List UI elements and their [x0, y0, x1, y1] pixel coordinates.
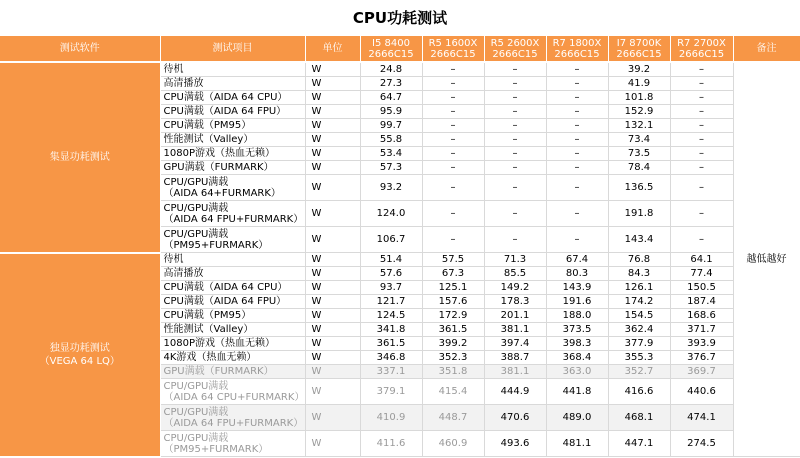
value-cell: 468.1: [608, 405, 670, 431]
value-cell: 381.1: [484, 323, 546, 337]
value-cell: 341.8: [360, 323, 422, 337]
value-cell: 71.3: [484, 253, 546, 267]
value-cell: –: [484, 62, 546, 77]
value-cell: –: [546, 227, 608, 253]
value-cell: –: [546, 133, 608, 147]
unit-cell: W: [305, 295, 360, 309]
value-cell: –: [670, 62, 733, 77]
value-cell: 441.8: [546, 379, 608, 405]
value-cell: 481.1: [546, 431, 608, 457]
item-cell: 1080P游戏（热血无赖）: [160, 147, 305, 161]
value-cell: 460.9: [422, 431, 484, 457]
unit-cell: W: [305, 105, 360, 119]
value-cell: 368.4: [546, 351, 608, 365]
value-cell: 188.0: [546, 309, 608, 323]
unit-cell: W: [305, 365, 360, 379]
unit-cell: W: [305, 405, 360, 431]
value-cell: 143.9: [546, 281, 608, 295]
value-cell: 474.1: [670, 405, 733, 431]
value-cell: 361.5: [360, 337, 422, 351]
value-cell: 371.7: [670, 323, 733, 337]
unit-cell: W: [305, 309, 360, 323]
value-cell: 393.9: [670, 337, 733, 351]
value-cell: 448.7: [422, 405, 484, 431]
item-cell: 待机: [160, 62, 305, 77]
unit-cell: W: [305, 147, 360, 161]
unit-cell: W: [305, 77, 360, 91]
value-cell: –: [670, 147, 733, 161]
item-cell: 性能测试（Valley）: [160, 133, 305, 147]
item-cell: CPU满载（PM95）: [160, 119, 305, 133]
value-cell: 126.1: [608, 281, 670, 295]
value-cell: 201.1: [484, 309, 546, 323]
value-cell: 447.1: [608, 431, 670, 457]
header-unit: 单位: [305, 36, 360, 62]
value-cell: 174.2: [608, 295, 670, 309]
value-cell: –: [546, 161, 608, 175]
software-cell: 集显功耗测试: [0, 62, 160, 253]
header-software: 测试软件: [0, 36, 160, 62]
unit-cell: W: [305, 201, 360, 227]
value-cell: 397.4: [484, 337, 546, 351]
value-cell: –: [422, 147, 484, 161]
table-body: [0, 62, 800, 457]
value-cell: –: [546, 175, 608, 201]
item-cell: 高清播放: [160, 77, 305, 91]
value-cell: 106.7: [360, 227, 422, 253]
value-cell: 346.8: [360, 351, 422, 365]
value-cell: 150.5: [670, 281, 733, 295]
value-cell: –: [546, 91, 608, 105]
item-cell: CPU满载（AIDA 64 CPU）: [160, 91, 305, 105]
value-cell: 363.0: [546, 365, 608, 379]
value-cell: 154.5: [608, 309, 670, 323]
value-cell: 411.6: [360, 431, 422, 457]
value-cell: 352.7: [608, 365, 670, 379]
value-cell: 57.6: [360, 267, 422, 281]
value-cell: 76.8: [608, 253, 670, 267]
value-cell: 57.3: [360, 161, 422, 175]
header-cpu-0: I5 8400 2666C15: [360, 36, 422, 62]
value-cell: 51.4: [360, 253, 422, 267]
value-cell: –: [422, 227, 484, 253]
table-row: [0, 62, 800, 77]
header-cpu-2: R5 2600X 2666C15: [484, 36, 546, 62]
unit-cell: W: [305, 119, 360, 133]
header-cpu-3: R7 1800X 2666C15: [546, 36, 608, 62]
value-cell: 53.4: [360, 147, 422, 161]
unit-cell: W: [305, 267, 360, 281]
unit-cell: W: [305, 431, 360, 457]
value-cell: –: [670, 161, 733, 175]
item-cell: CPU/GPU满载 （PM95+FURMARK）: [160, 431, 305, 457]
unit-cell: W: [305, 175, 360, 201]
value-cell: 157.6: [422, 295, 484, 309]
value-cell: 168.6: [670, 309, 733, 323]
value-cell: 67.3: [422, 267, 484, 281]
value-cell: –: [422, 133, 484, 147]
value-cell: 444.9: [484, 379, 546, 405]
unit-cell: W: [305, 253, 360, 267]
value-cell: –: [484, 147, 546, 161]
value-cell: –: [484, 105, 546, 119]
item-cell: 1080P游戏（热血无赖）: [160, 337, 305, 351]
value-cell: 178.3: [484, 295, 546, 309]
value-cell: –: [546, 105, 608, 119]
value-cell: –: [670, 133, 733, 147]
value-cell: 39.2: [608, 62, 670, 77]
value-cell: 64.7: [360, 91, 422, 105]
item-cell: 4K游戏（热血无赖）: [160, 351, 305, 365]
item-cell: CPU/GPU满载 （AIDA 64+FURMARK）: [160, 175, 305, 201]
value-cell: 27.3: [360, 77, 422, 91]
value-cell: 93.2: [360, 175, 422, 201]
value-cell: 187.4: [670, 295, 733, 309]
value-cell: 95.9: [360, 105, 422, 119]
item-cell: CPU满载（AIDA 64 FPU）: [160, 295, 305, 309]
value-cell: –: [670, 77, 733, 91]
value-cell: 351.8: [422, 365, 484, 379]
unit-cell: W: [305, 91, 360, 105]
value-cell: 57.5: [422, 253, 484, 267]
value-cell: 352.3: [422, 351, 484, 365]
unit-cell: W: [305, 337, 360, 351]
value-cell: 125.1: [422, 281, 484, 295]
value-cell: –: [546, 77, 608, 91]
value-cell: 136.5: [608, 175, 670, 201]
value-cell: 489.0: [546, 405, 608, 431]
value-cell: –: [422, 119, 484, 133]
value-cell: –: [670, 175, 733, 201]
value-cell: –: [546, 201, 608, 227]
value-cell: 398.3: [546, 337, 608, 351]
page-title: CPU功耗测试: [352, 9, 448, 27]
value-cell: –: [484, 91, 546, 105]
value-cell: 361.5: [422, 323, 484, 337]
value-cell: 124.5: [360, 309, 422, 323]
header-cpu-1: R5 1600X 2666C15: [422, 36, 484, 62]
value-cell: –: [422, 175, 484, 201]
header-cpu-4: I7 8700K 2666C15: [608, 36, 670, 62]
value-cell: 191.6: [546, 295, 608, 309]
item-cell: 性能测试（Valley）: [160, 323, 305, 337]
value-cell: 41.9: [608, 77, 670, 91]
value-cell: –: [670, 119, 733, 133]
value-cell: –: [422, 201, 484, 227]
value-cell: 85.5: [484, 267, 546, 281]
value-cell: 416.6: [608, 379, 670, 405]
value-cell: –: [546, 147, 608, 161]
item-cell: CPU/GPU满载 （AIDA 64 FPU+FURMARK）: [160, 405, 305, 431]
value-cell: 99.7: [360, 119, 422, 133]
value-cell: 73.4: [608, 133, 670, 147]
value-cell: –: [422, 91, 484, 105]
unit-cell: W: [305, 379, 360, 405]
unit-cell: W: [305, 133, 360, 147]
value-cell: 67.4: [546, 253, 608, 267]
value-cell: 362.4: [608, 323, 670, 337]
value-cell: –: [484, 175, 546, 201]
header-item: 测试项目: [160, 36, 305, 62]
header-note: 备注: [733, 36, 800, 62]
table-row: [0, 253, 800, 267]
unit-cell: W: [305, 323, 360, 337]
value-cell: 121.7: [360, 295, 422, 309]
value-cell: –: [670, 105, 733, 119]
value-cell: 80.3: [546, 267, 608, 281]
item-cell: CPU满载（AIDA 64 CPU）: [160, 281, 305, 295]
item-cell: 高清播放: [160, 267, 305, 281]
value-cell: 377.9: [608, 337, 670, 351]
item-cell: CPU/GPU满载 （PM95+FURMARK）: [160, 227, 305, 253]
value-cell: –: [670, 227, 733, 253]
value-cell: –: [546, 62, 608, 77]
header-row: [0, 36, 800, 62]
item-cell: CPU/GPU满载 （AIDA 64 CPU+FURMARK）: [160, 379, 305, 405]
value-cell: 149.2: [484, 281, 546, 295]
value-cell: 440.6: [670, 379, 733, 405]
value-cell: –: [484, 201, 546, 227]
item-cell: CPU满载（PM95）: [160, 309, 305, 323]
power-table: [0, 36, 800, 458]
value-cell: 124.0: [360, 201, 422, 227]
value-cell: 399.2: [422, 337, 484, 351]
item-cell: CPU/GPU满载 （AIDA 64 FPU+FURMARK）: [160, 201, 305, 227]
value-cell: 274.5: [670, 431, 733, 457]
value-cell: –: [484, 227, 546, 253]
value-cell: –: [484, 161, 546, 175]
value-cell: 369.7: [670, 365, 733, 379]
note-cell: 越低越好: [733, 62, 800, 457]
value-cell: 470.6: [484, 405, 546, 431]
value-cell: –: [484, 119, 546, 133]
value-cell: 410.9: [360, 405, 422, 431]
value-cell: 415.4: [422, 379, 484, 405]
value-cell: 24.8: [360, 62, 422, 77]
value-cell: 337.1: [360, 365, 422, 379]
header-cpu-5: R7 2700X 2666C15: [670, 36, 733, 62]
value-cell: –: [484, 77, 546, 91]
value-cell: 376.7: [670, 351, 733, 365]
unit-cell: W: [305, 161, 360, 175]
item-cell: GPU满载（FURMARK）: [160, 161, 305, 175]
value-cell: –: [422, 62, 484, 77]
value-cell: 355.3: [608, 351, 670, 365]
item-cell: GPU满载（FURMARK）: [160, 365, 305, 379]
value-cell: 84.3: [608, 267, 670, 281]
value-cell: 64.1: [670, 253, 733, 267]
value-cell: 78.4: [608, 161, 670, 175]
value-cell: –: [546, 119, 608, 133]
value-cell: 93.7: [360, 281, 422, 295]
value-cell: –: [422, 105, 484, 119]
value-cell: 132.1: [608, 119, 670, 133]
value-cell: –: [670, 91, 733, 105]
unit-cell: W: [305, 351, 360, 365]
value-cell: 191.8: [608, 201, 670, 227]
value-cell: 493.6: [484, 431, 546, 457]
item-cell: CPU满载（AIDA 64 FPU）: [160, 105, 305, 119]
value-cell: 77.4: [670, 267, 733, 281]
value-cell: 101.8: [608, 91, 670, 105]
unit-cell: W: [305, 227, 360, 253]
software-cell: 独显功耗测试 （VEGA 64 LQ）: [0, 253, 160, 457]
value-cell: 55.8: [360, 133, 422, 147]
unit-cell: W: [305, 62, 360, 77]
item-cell: 待机: [160, 253, 305, 267]
value-cell: –: [422, 77, 484, 91]
value-cell: –: [422, 161, 484, 175]
value-cell: 172.9: [422, 309, 484, 323]
value-cell: 73.5: [608, 147, 670, 161]
value-cell: 381.1: [484, 365, 546, 379]
value-cell: –: [670, 201, 733, 227]
value-cell: 373.5: [546, 323, 608, 337]
value-cell: 152.9: [608, 105, 670, 119]
value-cell: 143.4: [608, 227, 670, 253]
value-cell: –: [484, 133, 546, 147]
unit-cell: W: [305, 281, 360, 295]
value-cell: 379.1: [360, 379, 422, 405]
value-cell: 388.7: [484, 351, 546, 365]
